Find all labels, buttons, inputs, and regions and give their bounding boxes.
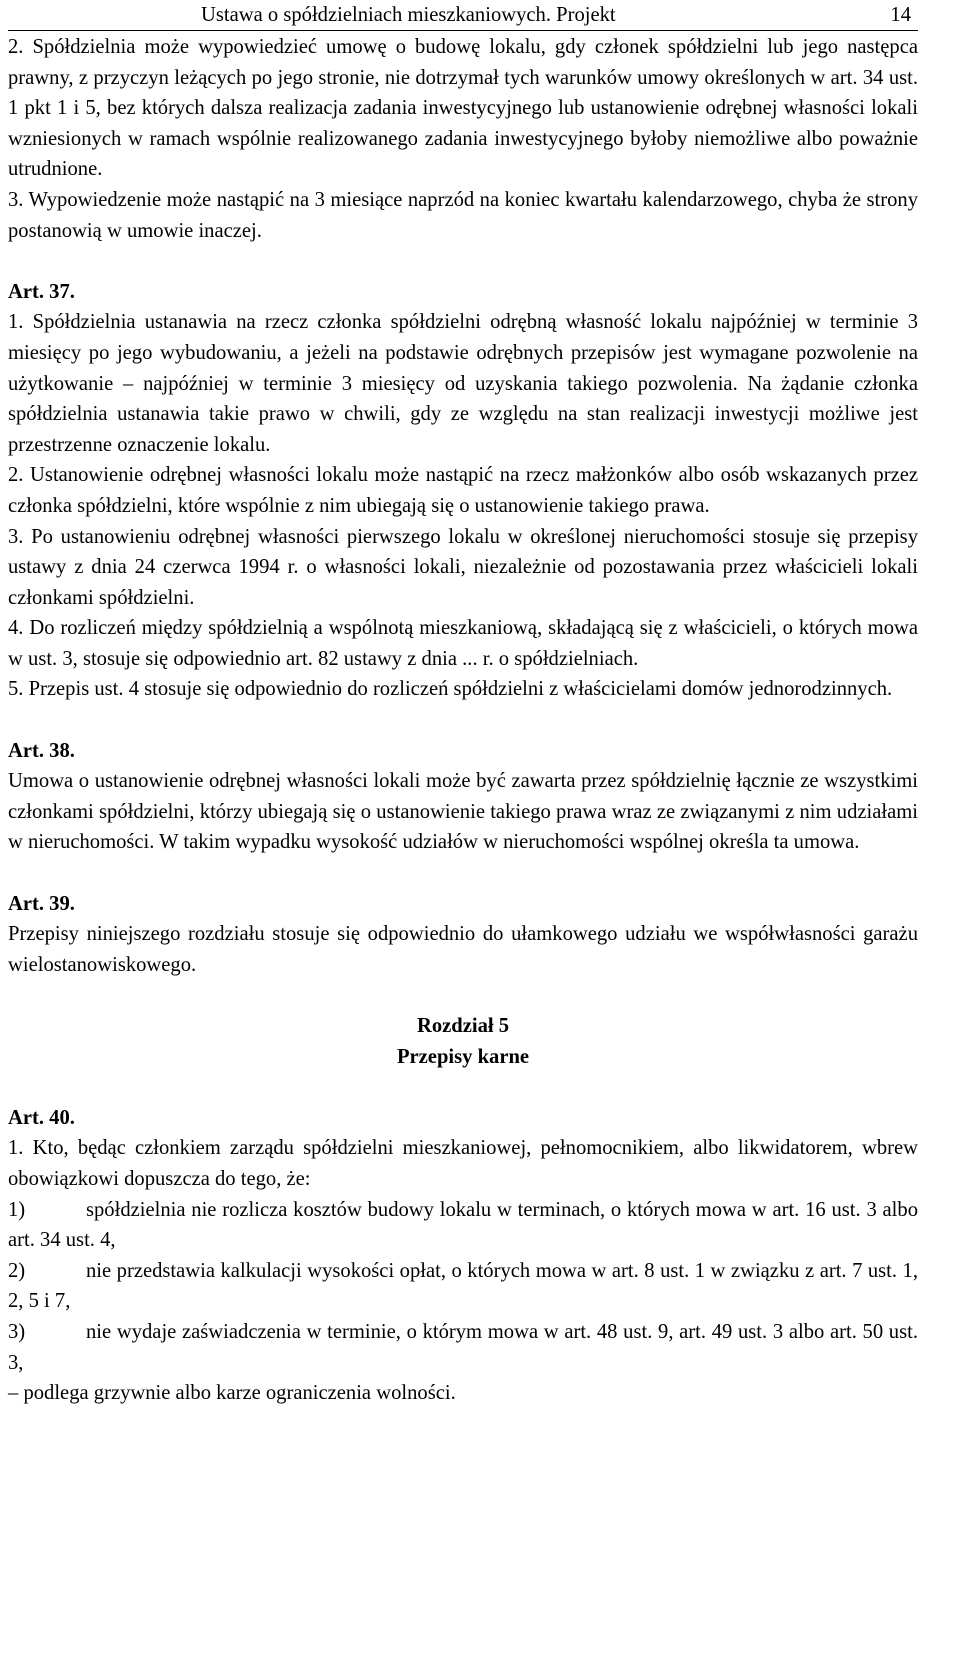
article-37-heading: Art. 37.: [8, 280, 75, 303]
paragraph-38: Umowa o ustanowienie odrębnej własności lokali może być zawarta przez spółdzielnię łącznie ze wszystkimi członkami spółdzielni, którzy ubiegają się o ustanowienie takiego prawa wraz ze związanymi z nim udziałami w nieruchomości. W takim wypadku wysokość udziałów w nieruchomości wspólnej określa ta umowa.: [8, 770, 918, 854]
list-item: [8, 1256, 918, 1317]
spacer: [8, 246, 918, 277]
paragraph-36-2: 2. Spółdzielnia może wypowiedzieć umowę o budowę lokalu, gdy członek spółdzielni lub jego następca prawny, z przyczyn leżących po jego stronie, nie dotrzymał tych warunków umowy określonych w art. 34 ust. 1 pkt 1 i 5, bez których dalsza realizacja zadania inwestycyjnego lub ustanowienie odrębnej własności lokali wzniesionych w ramach wspólnie realizowanego zadania inwestycyjnego byłoby niemożliwe albo poważnie utrudnione.: [8, 36, 918, 181]
paragraph-39: Przepisy niniejszego rozdziału stosuje się odpowiednio do ułamkowego udziału we współwłasności garażu wielostanowiskowego.: [8, 923, 918, 976]
list-item-number: 3): [8, 1320, 26, 1343]
spacer: [8, 858, 918, 889]
paragraph-40-1: 1. Kto, będąc członkiem zarządu spółdzielni mieszkaniowej, pełnomocnikiem, albo likwidatorem, wbrew obowiązkowi dopuszcza do tego, że:: [8, 1137, 918, 1190]
paragraph-37-5: 5. Przepis ust. 4 stosuje się odpowiednio do rozliczeń spółdzielni z właścicielami domów jednorodzinnych.: [8, 678, 893, 701]
paragraph-37-2: 2. Ustanowienie odrębnej własności lokalu może nastąpić na rzecz małżonków albo osób wskazanych przez członka spółdzielni, które wspólnie z nim ubiegają się o ustanowienie takiego prawa.: [8, 464, 918, 517]
paragraph-36-3: 3. Wypowiedzenie może nastąpić na 3 miesiące naprzód na koniec kwartału kalendarzowego, chyba że strony postanowią w umowie inaczej.: [8, 188, 918, 242]
article-38-heading: Art. 38.: [8, 739, 75, 762]
chapter-title: Rozdział 5: [416, 1015, 510, 1037]
article-39-heading: Art. 39.: [8, 892, 75, 915]
list-item-text: nie wydaje zaświadczenia w terminie, o którym mowa w art. 48 ust. 9, art. 49 ust. 3 albo art. 50 ust. 3,: [8, 1320, 918, 1374]
list-item-number: 1): [8, 1198, 26, 1221]
paragraph-37-3: 3. Po ustanowieniu odrębnej własności pierwszego lokalu w określonej nieruchomości stosuje się przepisy ustawy z dnia 24 czerwca 1994 r. o własności lokali, niezależnie od pozostawania przez właścicieli lokali członkami spółdzielni.: [8, 525, 918, 609]
list-item-text: nie przedstawia kalkulacji wysokości opłat, o których mowa w art. 8 ust. 1 w związku z art. 7 ust. 1, 2, 5 i 7,: [8, 1259, 918, 1313]
list-item: [8, 1317, 918, 1378]
chapter-subtitle: Przepisy karne: [396, 1045, 530, 1068]
spacer: [8, 980, 918, 1011]
header-title: Ustawa o spółdzielniach mieszkaniowych. Projekt: [201, 4, 616, 26]
page-header: [8, 0, 918, 31]
page-number: 14: [890, 4, 911, 26]
document-page: [8, 0, 918, 1409]
spacer: [8, 705, 918, 736]
list-item-number: 2): [8, 1259, 26, 1282]
paragraph-37-4: 4. Do rozliczeń między spółdzielnią a wspólnotą mieszkaniową, składającą się z właścicieli, o których mowa w ust. 3, stosuje się odpowiednio art. 82 ustawy z dnia ... r. o spółdzielniach.: [8, 617, 918, 670]
spacer: [8, 1072, 918, 1103]
paragraph-37-1: 1. Spółdzielnia ustanawia na rzecz członka spółdzielni odrębną własność lokalu najpóźniej w terminie 3 miesięcy po jego wybudowaniu, a jeżeli na podstawie odrębnych przepisów jest wymagane pozwolenie na użytkowanie – najpóźniej w terminie 3 miesięcy od uzyskania takiego pozwolenia. Na żądanie członka spółdzielnia ustanawia takie prawo w chwili, gdy ze względu na stan realizacji inwestycji możliwe jest przestrzenne oznaczenie lokalu.: [8, 311, 918, 456]
article-40-heading: Art. 40.: [8, 1106, 75, 1129]
list-item-text: spółdzielnia nie rozlicza kosztów budowy lokalu w terminach, o których mowa w art. 16 ust. 3 albo art. 34 ust. 4,: [8, 1198, 918, 1252]
penalty-clause: – podlega grzywnie albo karze ograniczenia wolności.: [8, 1382, 456, 1405]
list-item: [8, 1195, 918, 1256]
